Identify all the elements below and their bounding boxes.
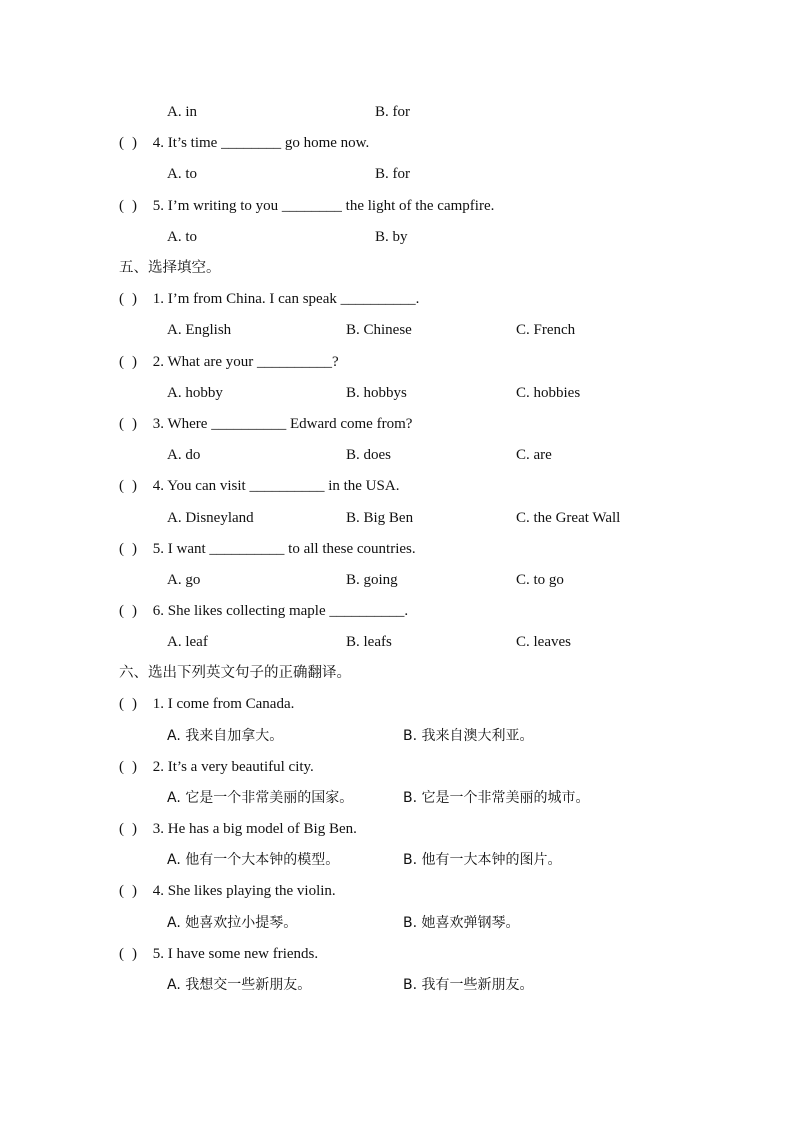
- question-number: 5: [152, 946, 161, 962]
- answer-blank[interactable]: ( ): [119, 759, 137, 775]
- question-text: You can visit __________ in the USA.: [167, 478, 400, 494]
- answer-blank[interactable]: ( ): [119, 354, 137, 370]
- option-b: B. 我来自澳大利亚。: [403, 728, 534, 744]
- option-b: B. for: [375, 104, 410, 120]
- question-number: 6: [152, 603, 161, 619]
- question-text: I’m from China. I can speak __________.: [167, 291, 420, 307]
- question-text: He has a big model of Big Ben.: [167, 821, 357, 837]
- question-text: Where __________ Edward come from?: [167, 416, 413, 432]
- option-c: C. hobbies: [516, 385, 581, 401]
- option-c: C. to go: [516, 572, 564, 588]
- question-row: ( ) 1. I come from Canada.: [119, 693, 294, 715]
- option-a: A. in: [167, 104, 197, 120]
- question-row: ( ) 4. She likes playing the violin.: [119, 880, 336, 902]
- question-text: What are your __________?: [167, 354, 339, 370]
- option-a: A. hobby: [167, 385, 223, 401]
- answer-blank[interactable]: ( ): [119, 946, 137, 962]
- option-c: C. French: [516, 322, 576, 338]
- option-a: A. do: [167, 447, 201, 463]
- question-row: ( ) 3. He has a big model of Big Ben.: [119, 818, 357, 840]
- option-b: B. 她喜欢弹钢琴。: [403, 915, 520, 931]
- question-text: I have some new friends.: [167, 946, 319, 962]
- option-b: B. 他有一大本钟的图片。: [403, 852, 562, 868]
- question-number: 2: [152, 354, 161, 370]
- question-row: ( ) 4. It’s time ________ go home now.: [119, 132, 369, 154]
- option-b: B. for: [375, 166, 410, 182]
- option-a: A. to: [167, 166, 197, 182]
- answer-blank[interactable]: ( ): [119, 198, 137, 214]
- option-a: A. 他有一个大本钟的模型。: [167, 852, 340, 868]
- option-b: B. going: [346, 572, 398, 588]
- question-number: 1: [152, 696, 161, 712]
- option-a: A. 我来自加拿大。: [167, 728, 284, 744]
- question-text: It’s time ________ go home now.: [167, 135, 370, 151]
- question-number: 4: [152, 478, 161, 494]
- answer-blank[interactable]: ( ): [119, 135, 137, 151]
- question-row: ( ) 2. It’s a very beautiful city.: [119, 756, 314, 778]
- question-text: She likes collecting maple __________.: [167, 603, 409, 619]
- option-b: B. Chinese: [346, 322, 412, 338]
- question-row: ( ) 6. She likes collecting maple __________.: [119, 600, 408, 622]
- question-text: It’s a very beautiful city.: [167, 759, 314, 775]
- answer-blank[interactable]: ( ): [119, 541, 137, 557]
- question-number: 2: [152, 759, 161, 775]
- answer-blank[interactable]: ( ): [119, 416, 137, 432]
- question-number: 4: [152, 883, 161, 899]
- option-b: B. by: [375, 229, 408, 245]
- question-text: I come from Canada.: [167, 696, 295, 712]
- question-number: 1: [152, 291, 161, 307]
- question-row: ( ) 2. What are your __________?: [119, 351, 339, 373]
- option-b: B. leafs: [346, 634, 392, 650]
- question-text: I want __________ to all these countries.: [167, 541, 416, 557]
- question-row: ( ) 5. I want __________ to all these countries.: [119, 538, 416, 560]
- option-b: B. hobbys: [346, 385, 407, 401]
- option-a: A. leaf: [167, 634, 208, 650]
- option-c: C. the Great Wall: [516, 510, 621, 526]
- question-row: ( ) 3. Where __________ Edward come from?: [119, 413, 412, 435]
- answer-blank[interactable]: ( ): [119, 478, 137, 494]
- question-number: 5: [152, 541, 161, 557]
- option-a: A. 我想交一些新朋友。: [167, 977, 312, 993]
- question-text: I’m writing to you ________ the light of the campfire.: [167, 198, 495, 214]
- option-a: A. go: [167, 572, 201, 588]
- answer-blank[interactable]: ( ): [119, 696, 137, 712]
- answer-blank[interactable]: ( ): [119, 291, 137, 307]
- option-a: A. 她喜欢拉小提琴。: [167, 915, 298, 931]
- question-number: 5: [152, 198, 161, 214]
- question-row: ( ) 1. I’m from China. I can speak __________.: [119, 288, 419, 310]
- answer-blank[interactable]: ( ): [119, 603, 137, 619]
- option-c: C. leaves: [516, 634, 571, 650]
- answer-blank[interactable]: ( ): [119, 883, 137, 899]
- question-number: 3: [152, 416, 161, 432]
- question-number: 3: [152, 821, 161, 837]
- option-b: B. does: [346, 447, 391, 463]
- option-b: B. 我有一些新朋友。: [403, 977, 534, 993]
- answer-blank[interactable]: ( ): [119, 821, 137, 837]
- option-c: C. are: [516, 447, 552, 463]
- question-text: She likes playing the violin.: [167, 883, 336, 899]
- question-row: ( ) 5. I’m writing to you ________ the light of the campfire.: [119, 195, 494, 217]
- question-number: 4: [152, 135, 161, 151]
- section-heading: 五、选择填空。: [119, 260, 221, 276]
- section-heading: 六、选出下列英文句子的正确翻译。: [119, 665, 351, 681]
- option-a: A. to: [167, 229, 197, 245]
- option-b: B. 它是一个非常美丽的城市。: [403, 790, 590, 806]
- option-a: A. Disneyland: [167, 510, 254, 526]
- question-row: ( ) 5. I have some new friends.: [119, 943, 318, 965]
- option-b: B. Big Ben: [346, 510, 414, 526]
- option-a: A. 它是一个非常美丽的国家。: [167, 790, 354, 806]
- option-a: A. English: [167, 322, 232, 338]
- question-row: ( ) 4. You can visit __________ in the USA.: [119, 475, 399, 497]
